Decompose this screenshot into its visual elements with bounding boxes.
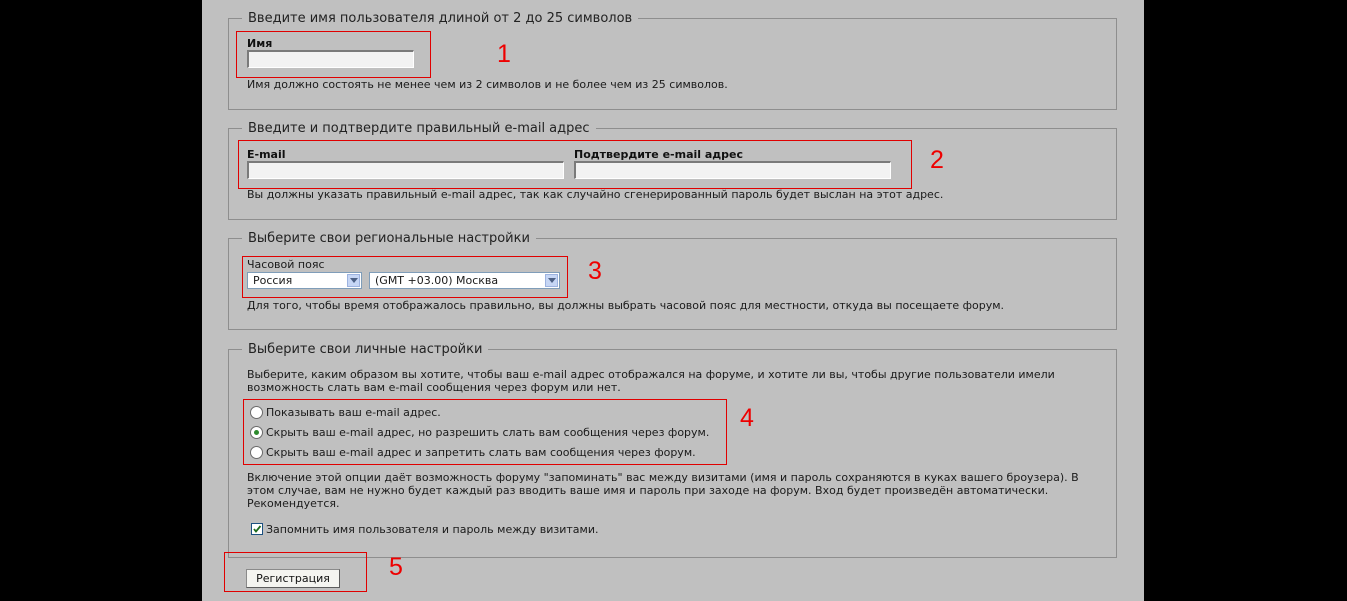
annotation-box-1	[236, 31, 431, 78]
annotation-box-4	[243, 399, 727, 465]
username-label: Имя	[247, 37, 273, 50]
username-help: Имя должно состоять не менее чем из 2 символов и не более чем из 25 символов.	[247, 78, 728, 91]
username-fieldset-legend: Введите имя пользователя длиной от 2 до 25 символов	[242, 11, 638, 26]
annotation-box-2	[238, 140, 912, 189]
remember-checkbox-label[interactable]: Запомнить имя пользователя и пароль между визитами.	[266, 523, 599, 536]
remember-help-line3: Рекомендуется.	[247, 497, 340, 510]
region-help: Для того, чтобы время отображалось правильно, вы должны выбрать часовой пояс для местности, откуда вы посещаете форум.	[247, 299, 1005, 312]
radio-show-email-label[interactable]: Показывать ваш e-mail адрес.	[266, 406, 441, 419]
timezone-label: Часовой пояс	[247, 258, 325, 271]
email-label: E-mail	[247, 148, 286, 161]
country-select-value: Россия	[253, 274, 293, 287]
annotation-number-2: 2	[930, 146, 944, 174]
personal-intro-line2: возможность слать вам e-mail сообщения через форум или нет.	[247, 381, 621, 394]
annotation-number-4: 4	[740, 404, 754, 432]
remember-help-line1: Включение этой опции даёт возможность форуму "запоминать" вас между визитами (имя и пароль сохраняются в куках вашего броузера). В	[247, 471, 1079, 484]
radio-hide-email-allow-label[interactable]: Скрыть ваш e-mail адрес, но разрешить слать вам сообщения через форум.	[266, 426, 710, 439]
register-button[interactable]: Регистрация	[246, 569, 340, 588]
remember-help-line2: этом случае, вам не нужно будет каждый раз вводить ваше имя и пароль при заходе на форум. Вход будет произведён автоматически.	[247, 484, 1049, 497]
email-help: Вы должны указать правильный e-mail адрес, так как случайно сгенерированный пароль будет выслан на этот адрес.	[247, 188, 944, 201]
radio-hide-email-deny-label[interactable]: Скрыть ваш e-mail адрес и запретить слать вам сообщения через форум.	[266, 446, 696, 459]
region-fieldset-legend: Выберите свои региональные настройки	[242, 231, 536, 246]
annotation-number-5: 5	[389, 553, 403, 581]
registration-form	[202, 0, 1144, 601]
annotation-box-3	[242, 256, 568, 298]
email-confirm-label: Подтвердите e-mail адрес	[574, 148, 744, 161]
timezone-select-value: (GMT +03.00) Москва	[375, 274, 499, 287]
email-fieldset-legend: Введите и подтвердите правильный e-mail адрес	[242, 121, 596, 136]
remember-checkbox[interactable]	[251, 523, 263, 535]
personal-intro-line1: Выберите, каким образом вы хотите, чтобы ваш e-mail адрес отображался на форуме, и хотите ли вы, чтобы другие пользователи имели	[247, 368, 1055, 381]
personal-fieldset-legend: Выберите свои личные настройки	[242, 342, 488, 357]
checkmark-icon	[252, 524, 262, 534]
annotation-number-1: 1	[497, 40, 511, 68]
annotation-box-5	[224, 552, 367, 592]
annotation-number-3: 3	[588, 257, 602, 285]
